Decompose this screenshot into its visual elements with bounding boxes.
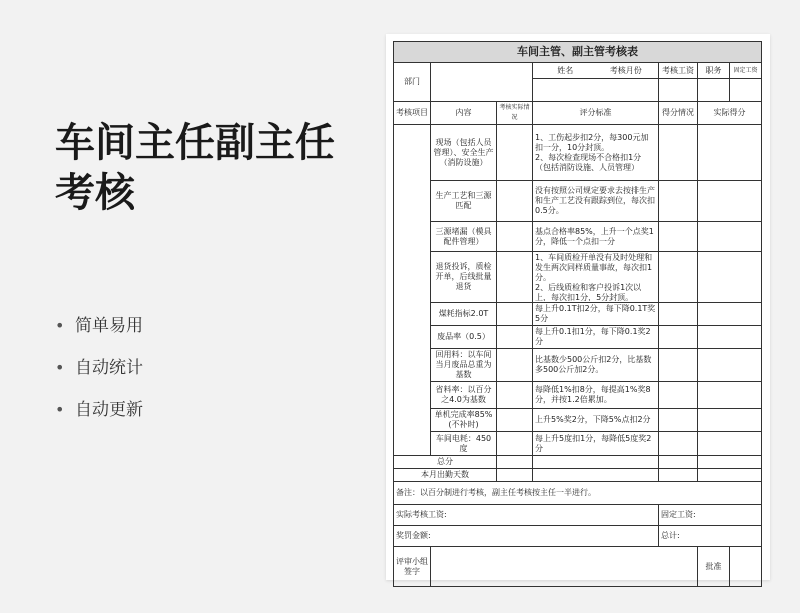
feature-label: 自动更新: [75, 400, 143, 420]
content-cell: 单机完成率85%(不补时): [431, 409, 497, 432]
score-cell: [659, 382, 698, 409]
total-status: [497, 456, 533, 469]
name-header: 姓名 考核月份: [533, 63, 659, 79]
salary-header: 考核工资: [659, 63, 698, 79]
dept-value: [431, 63, 533, 102]
approve-value: [730, 547, 762, 587]
status-cell: [497, 432, 533, 456]
item-header: 考核项目: [394, 102, 431, 125]
note: 备注：以百分制进行考核，副主任考核按主任一半进行。: [394, 482, 762, 505]
review-sign-value: [431, 547, 698, 587]
criteria-cell: 每降低1%扣8分，每提高1%奖8分，并按1.2倍累加。: [533, 382, 659, 409]
score-cell: [659, 349, 698, 382]
page-title: 车间主任副主任 考核: [55, 120, 335, 216]
table-row: [394, 382, 762, 409]
status-cell: [497, 181, 533, 222]
content-cell: 回用料：以车间当月废品总重为基数: [431, 349, 497, 382]
score-cell: [659, 432, 698, 456]
review-sign-label: 评审小组签字: [394, 547, 431, 587]
fixed-salary-header: 固定工资: [730, 63, 762, 79]
status-cell: [497, 326, 533, 349]
actual-score-cell: [698, 303, 762, 326]
content-cell: 车间电耗：450度: [431, 432, 497, 456]
name-value: [533, 79, 659, 102]
bullet-icon: •: [55, 400, 65, 419]
criteria-cell: 基点合格率85%，上升一个点奖1分，降低一个点扣一分: [533, 222, 659, 252]
actual-score-cell: [698, 432, 762, 456]
total-criteria: [533, 456, 659, 469]
score-cell: [659, 326, 698, 349]
status-cell: [497, 349, 533, 382]
fixed-salary-field: 固定工资:: [659, 505, 762, 526]
status-cell: [497, 125, 533, 181]
actual-score-cell: [698, 181, 762, 222]
actual-score-cell: [698, 326, 762, 349]
evaluation-table: [393, 41, 762, 587]
score-cell: [659, 409, 698, 432]
feature-label: 简单易用: [75, 316, 143, 336]
total-actual: [698, 456, 762, 469]
table-row: [394, 303, 762, 326]
actual-score-cell: [698, 382, 762, 409]
score-cell: [659, 125, 698, 181]
bullet-icon: •: [55, 358, 65, 377]
attendance-criteria: [533, 469, 659, 482]
table-row: [394, 432, 762, 456]
position-value: [698, 79, 730, 102]
score-status-header: 得分情况: [659, 102, 698, 125]
item-cell: [394, 125, 431, 456]
table-row: [394, 181, 762, 222]
fixed-salary-value: [730, 79, 762, 102]
feature-label: 自动统计: [75, 358, 143, 378]
actual-score-cell: [698, 125, 762, 181]
table-row: [394, 222, 762, 252]
content-cell: 退货投诉，质检开单，后线批量退货: [431, 252, 497, 303]
feature-item: [55, 399, 143, 441]
left-panel: [55, 118, 365, 218]
table-row: [394, 409, 762, 432]
criteria-cell: 上升5%奖2分，下降5%点扣2分: [533, 409, 659, 432]
criteria-cell: 1、工伤起步扣2分，每300元加扣一分，10分封顶。 2、每次检查现场不合格扣1分（包括消防设施、人员管理）: [533, 125, 659, 181]
table-row: [394, 349, 762, 382]
content-cell: 省料率：以百分之4.0为基数: [431, 382, 497, 409]
content-cell: 煤耗指标2.0T: [431, 303, 497, 326]
document-preview: [386, 34, 770, 580]
actual-score-cell: [698, 222, 762, 252]
score-cell: [659, 222, 698, 252]
criteria-cell: 每上升5度扣1分，每降低5度奖2分: [533, 432, 659, 456]
criteria-cell: 没有按照公司规定要求去按排生产和生产工艺没有跟踪到位，每次扣0.5分。: [533, 181, 659, 222]
score-cell: [659, 181, 698, 222]
status-cell: [497, 382, 533, 409]
content-cell: 三源堵漏（模具配件管理）: [431, 222, 497, 252]
content-header: 内容: [431, 102, 497, 125]
feature-list: [55, 315, 143, 441]
salary-value: [659, 79, 698, 102]
criteria-cell: 比基数少500公斤扣2分，比基数多500公斤加2分。: [533, 349, 659, 382]
attendance-score: [659, 469, 698, 482]
table-row: [394, 326, 762, 349]
sheet-title: 车间主管、副主管考核表: [394, 42, 762, 63]
total-label: 总分: [394, 456, 497, 469]
actual-score-cell: [698, 409, 762, 432]
feature-item: [55, 357, 143, 399]
table-row: [394, 252, 762, 303]
status-cell: [497, 222, 533, 252]
status-cell: [497, 409, 533, 432]
dept-label: 部门: [394, 63, 431, 102]
score-cell: [659, 303, 698, 326]
score-cell: [659, 252, 698, 303]
criteria-cell: 每上升0.1T扣2分，每下降0.1T奖5分: [533, 303, 659, 326]
content-cell: 废品率（0.5）: [431, 326, 497, 349]
criteria-header: 评分标准: [533, 102, 659, 125]
actual-score-cell: [698, 349, 762, 382]
bonus-field: 奖罚金额:: [394, 526, 659, 547]
total-field: 总计:: [659, 526, 762, 547]
table-row: [394, 125, 762, 181]
approve-label: 批准: [698, 547, 730, 587]
criteria-cell: 1、车间质检开单没有及时处理和发生两次同样质量事故，每次扣1分。 2、后线质检和客户投诉1次以上，每次扣1分，5分封顶。: [533, 252, 659, 303]
feature-item: [55, 315, 143, 357]
actual-score-header: 实际得分: [698, 102, 762, 125]
actual-score-cell: [698, 252, 762, 303]
position-header: 职务: [698, 63, 730, 79]
status-cell: [497, 252, 533, 303]
content-cell: 现场（包括人员管理）、安全生产（消防设施）: [431, 125, 497, 181]
attendance-status: [497, 469, 533, 482]
attendance-actual: [698, 469, 762, 482]
bullet-icon: •: [55, 316, 65, 335]
attendance-label: 本月出勤天数: [394, 469, 497, 482]
criteria-cell: 每上升0.1扣1分，每下降0.1奖2分: [533, 326, 659, 349]
content-cell: 生产工艺和三源匹配: [431, 181, 497, 222]
status-cell: [497, 303, 533, 326]
actual-status-header: 考核实际情况: [497, 102, 533, 125]
actual-salary-field: 实际考核工资:: [394, 505, 659, 526]
total-score: [659, 456, 698, 469]
